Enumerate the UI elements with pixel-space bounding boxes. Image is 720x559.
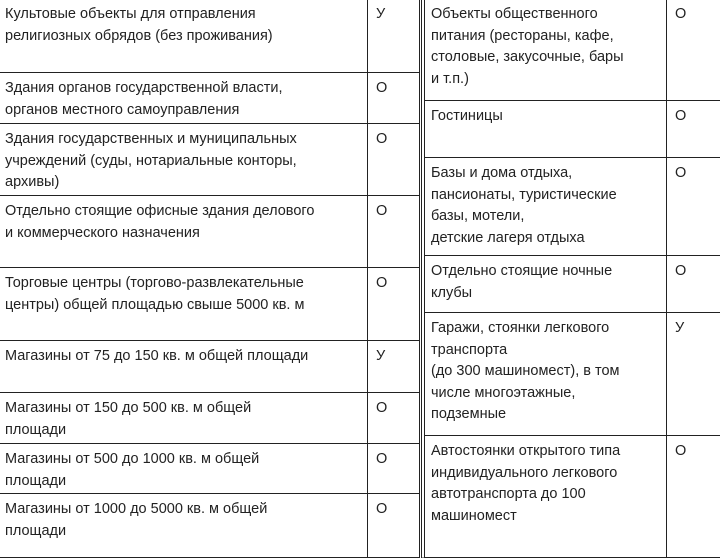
object-mark: О [376,275,388,291]
object-name: Отдельно стоящие офисные здания делового и коммерческого назначения [5,203,315,241]
object-name: Магазины от 150 до 500 кв. м общей площади [5,400,252,438]
object-mark: У [675,320,685,336]
object-name: Здания органов государственной власти, органов местного самоуправления [5,80,283,118]
right-table [421,0,720,558]
object-mark: О [675,165,687,181]
object-mark: О [675,108,687,124]
object-name: Культовые объекты для отправления религиозных обрядов (без проживания) [5,6,273,44]
object-name: Гаражи, стоянки легкового транспорта (до 300 машиномест), в том числе многоэтажные, подземные [431,320,620,422]
table-row [0,73,419,124]
object-name: Базы и дома отдыха, пансионаты, туристические базы, мотели, детские лагеря отдыха [431,165,617,246]
table-row [0,196,419,268]
table-row [0,268,419,341]
table-row [425,436,720,559]
table-row [0,444,419,494]
object-mark: О [376,451,388,467]
object-name: Отдельно стоящие ночные клубы [431,263,613,301]
object-mark: О [376,203,388,219]
object-mark: У [376,6,386,22]
object-mark: О [376,400,388,416]
table-row [0,0,419,73]
object-mark: О [675,6,687,22]
object-mark: О [376,501,388,517]
object-mark: О [376,131,388,147]
object-mark: О [675,443,687,459]
table-row [425,0,720,101]
table-row [0,393,419,444]
object-mark: О [376,80,388,96]
table-row [425,101,720,158]
object-name: Здания государственных и муниципальных учреждений (суды, нотариальные конторы, архивы) [5,131,297,190]
table-row [0,341,419,393]
object-mark: О [675,263,687,279]
table-row [425,313,720,436]
table-row [425,158,720,256]
object-name: Объекты общественного питания (рестораны, кафе, столовые, закусочные, бары и т.п.) [431,6,624,87]
table-row [425,256,720,313]
object-mark: У [376,348,386,364]
object-name: Торговые центры (торгово-развлекательные центры) общей площадью свыше 5000 кв. м [5,275,305,313]
table-row [0,124,419,196]
object-name: Автостоянки открытого типа индивидуального легкового автотранспорта до 100 машиномест [431,443,621,524]
object-name: Магазины от 1000 до 5000 кв. м общей площади [5,501,268,539]
table-row [0,494,419,559]
object-name: Гостиницы [431,108,503,124]
object-name: Магазины от 75 до 150 кв. м общей площади [5,348,309,364]
object-name: Магазины от 500 до 1000 кв. м общей площади [5,451,260,489]
